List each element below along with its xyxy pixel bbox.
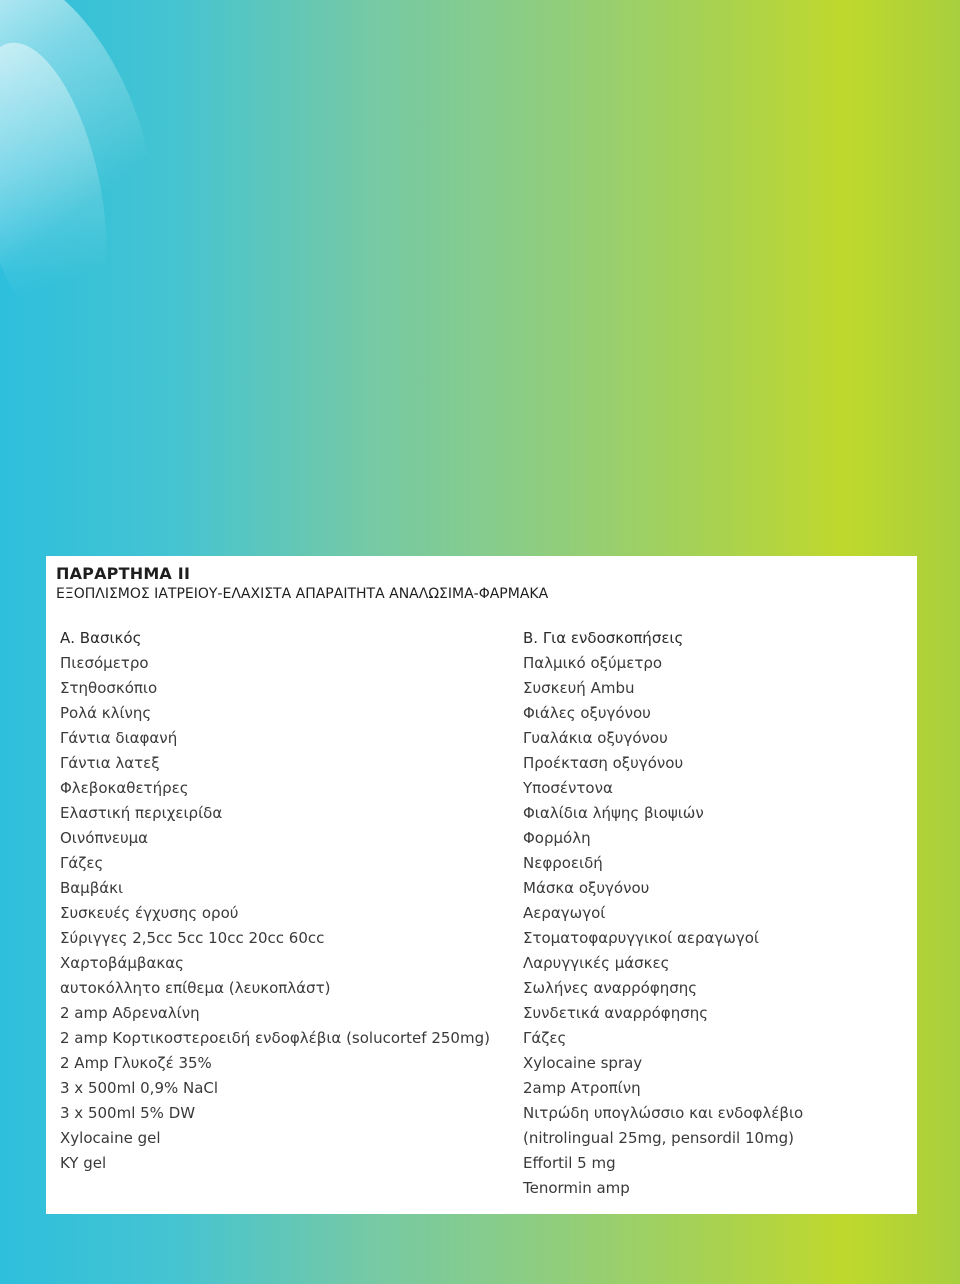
list-item: Γάζες [523, 1029, 567, 1047]
list-item: 3 x 500ml 0,9% NaCl [60, 1079, 219, 1097]
list-item: Γάντια διαφανή [60, 729, 178, 747]
section-a-list [60, 629, 490, 1179]
list-item: 2 amp Κορτικοστεροειδή ενδοφλέβια (solucortef 250mg) [60, 1029, 490, 1047]
list-item: 2 Amp Γλυκοζέ 35% [60, 1054, 212, 1072]
list-item: Υποσέντονα [523, 779, 613, 797]
list-item: Μάσκα οξυγόνου [523, 879, 650, 897]
list-item: Φλεβοκαθετήρες [60, 779, 189, 797]
list-item: (nitrolingual 25mg, pensordil 10mg) [523, 1129, 795, 1147]
list-item: Σύριγγες 2,5cc 5cc 10cc 20cc 60cc [60, 929, 325, 947]
list-item: Οινόπνευμα [60, 829, 149, 847]
list-item: Γάζες [60, 854, 104, 872]
list-item: Αεραγωγοί [523, 904, 606, 922]
list-item: Xylocaine gel [60, 1129, 161, 1147]
list-item: Συσκευές έγχυσης ορού [60, 904, 239, 922]
list-item: Φιάλες οξυγόνου [523, 704, 651, 722]
list-item: Γυαλάκια οξυγόνου [523, 729, 668, 747]
list-item: 2amp Ατροπίνη [523, 1079, 641, 1097]
list-item: Ρολά κλίνης [60, 704, 152, 722]
list-item: Ελαστική περιχειρίδα [60, 804, 223, 822]
content-panel [46, 556, 917, 1214]
section-b-list [523, 629, 803, 1204]
list-item: Λαρυγγικές μάσκες [523, 954, 670, 972]
list-item: Effortil 5 mg [523, 1154, 616, 1172]
section-a-title: Α. Βασικός [60, 629, 142, 647]
list-item: Νιτρώδη υπογλώσσιο και ενδοφλέβιο [523, 1104, 804, 1122]
list-item: Χαρτοβάμβακας [60, 954, 184, 972]
list-item: Προέκταση οξυγόνου [523, 754, 684, 772]
list-item: Στηθοσκόπιο [60, 679, 158, 697]
list-item: Φιαλίδια λήψης βιοψιών [523, 804, 704, 822]
list-item: Tenormin amp [523, 1179, 630, 1197]
list-item: Πιεσόμετρο [60, 654, 149, 672]
list-item: Βαμβάκι [60, 879, 124, 897]
list-item: Xylocaine spray [523, 1054, 643, 1072]
section-b-title: Β. Για ενδοσκοπήσεις [523, 629, 684, 647]
list-item: Σωλήνες αναρρόφησης [523, 979, 698, 997]
list-item: 2 amp Αδρεναλίνη [60, 1004, 200, 1022]
page-subtitle: ΕΞΟΠΛΙΣΜΟΣ ΙΑΤΡΕΙΟΥ-ΕΛΑΧΙΣΤΑ ΑΠΑΡΑΙΤΗΤΑ ΑΝΑΛΩΣΙΜΑ-ΦΑΡΜΑΚΑ [56, 586, 549, 602]
list-item: 3 x 500ml 5% DW [60, 1104, 196, 1122]
list-item: Νεφροειδή [523, 854, 603, 872]
list-item: KY gel [60, 1154, 107, 1172]
list-item: Φορμόλη [523, 829, 591, 847]
list-item: Γάντια λατεξ [60, 754, 160, 772]
page-title: ΠΑΡΑΡΤΗΜΑ ΙΙ [56, 564, 191, 583]
list-item: αυτοκόλλητο επίθεμα (λευκοπλάστ) [60, 979, 331, 997]
list-item: Παλμικό οξύμετρο [523, 654, 663, 672]
list-item: Στοματοφαρυγγικοί αεραγωγοί [523, 929, 759, 947]
list-item: Συσκευή Ambu [523, 679, 635, 697]
list-item: Συνδετικά αναρρόφησης [523, 1004, 709, 1022]
